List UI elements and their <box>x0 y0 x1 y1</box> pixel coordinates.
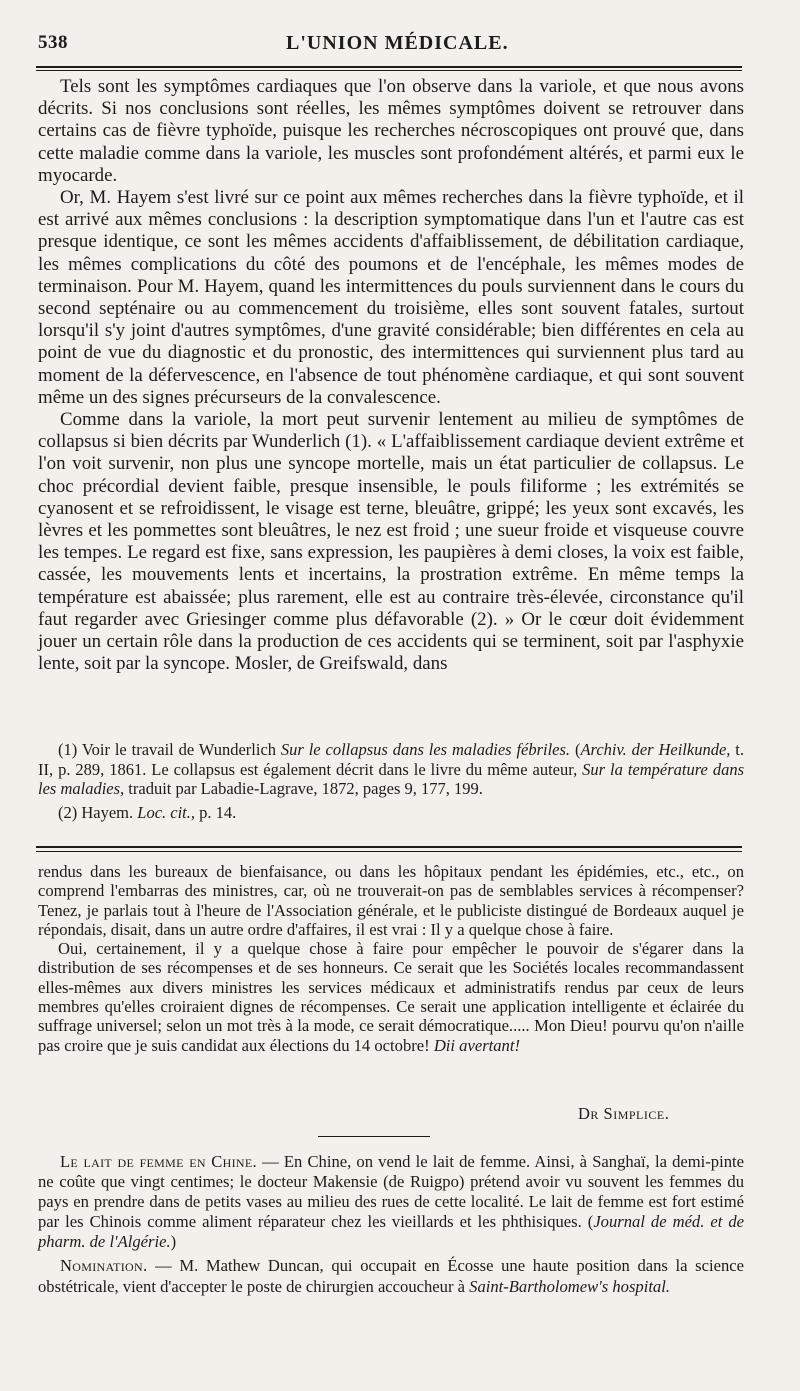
article-body <box>38 76 744 675</box>
footnote-1-title: Sur le collapsus dans les maladies fébriles. <box>280 740 571 759</box>
journal-title: L'UNION MÉDICALE. <box>286 32 509 54</box>
author-signature: Dr Simplice. <box>578 1104 670 1123</box>
news-item-milk-heading: Le lait de femme en Chine. <box>60 1152 257 1171</box>
article-paragraph-2: Or, M. Hayem s'est livré sur ce point aux mêmes recherches dans la fièvre typhoïde, et il est arrivé aux mêmes conclusions : la description symptomatique dans l'un et l'autre cas est presque identique, ce sont les mêmes accidents d'affaiblissement, de débilitation cardiaque, les mêmes complications du côté des poumons et de l'encéphale, les mêmes modes de terminaison. Pour M. Hayem, quand les intermittences du pouls surviennent dans le cours du second septénaire ou au commencement du troisième, elles sont souvent fatales, surtout lorsqu'il s'y joint d'autres symptômes, d'une gravité considérable; bien différentes en cela au point de vue du diagnostic et du pronostic, des intermittences qui surviennent plus tard au moment de la défervescence, en l'absence de tout phénomène cardiaque, et qui sont souvent même un des signes précurseurs de la convalescence. <box>38 187 744 408</box>
header-rule <box>36 66 742 68</box>
news-items <box>38 1152 744 1301</box>
feuilleton-rule-thin <box>36 851 742 852</box>
feuilleton-rule <box>36 846 742 848</box>
page-number: 538 <box>38 32 68 53</box>
news-item-nomination: Nomination. — M. Mathew Duncan, qui occupait en Écosse une haute position dans la science obstétricale, vient d'accepter le poste de chirurgien accoucheur à Saint-Bartholomew's hospital. <box>38 1256 744 1296</box>
news-item-nomination-place: Saint-Bartholomew's hospital. <box>469 1276 670 1296</box>
section-divider <box>318 1136 430 1137</box>
footnote-1-journal: Archiv. der Heilkunde, <box>580 740 731 759</box>
footnotes <box>38 740 744 824</box>
news-item-milk: Le lait de femme en Chine. — En Chine, on vend le lait de femme. Ainsi, à Sanghaï, la demi-pinte ne coûte que vingt centimes; le docteur Makensie (de Ruigpo) prétend avoir vu souvent les femmes du pays en prendre dans de petits vases au milieu des rues de cette localité. Le lait de femme est fort estimé par les Chinois comme aliment réparateur chez les vieillards et les phthisiques. (Journal de méd. et de pharm. de l'Algérie.) <box>38 1152 745 1252</box>
news-item-nomination-heading: Nomination. <box>60 1256 148 1276</box>
page-header <box>38 30 758 60</box>
footnote-1-book: Sur la température dans les maladies, <box>38 759 744 799</box>
feuilleton-paragraph-1: rendus dans les bureaux de bienfaisance, ou dans les hôpitaux pendant les épidémies, etc., etc., on comprend l'embarras des ministres, car, où ne trouverait-on pas de semblables services à récompenser? Tenez, je parlais tout à l'heure de l'Association générale, et le publiciste distingué de Bordeaux auquel je répondais, disait, dans un autre ordre d'affaires, il est vrai : Il y a quelque chose à faire. <box>38 862 744 939</box>
feuilleton-paragraph-2: Oui, certainement, il y a quelque chose à faire pour empêcher le pouvoir de s'égarer dans la distribution de ses récompenses et de ses honneurs. Ce serait que les Sociétés locales recommandassent elles-mêmes aux divers ministres les services médicaux et administratifs rendus par ceux de leurs membres qu'elles croiraient dignes de récompenses. Ce serait une application intelligente et éclairée du suffrage universel; selon un mot très à la mode, ce serait démocratique..... Mon Dieu! pourvu qu'on n'aille pas croire que je suis candidat aux élections du 14 octobre! Dii avertant! <box>38 939 744 1055</box>
footnote-1: (1) Voir le travail de Wunderlich Sur le collapsus dans les maladies fébriles. (Archiv. der Heilkunde, t. II, p. 289, 1861. Le collapsus est également décrit dans le livre du même auteur, Sur la température dans les maladies, traduit par Labadie-Lagrave, 1872, pages 9, 177, 199. <box>38 740 745 799</box>
article-paragraph-1: Tels sont les symptômes cardiaques que l'on observe dans la variole, et que nous avons décrits. Si nos conclusions sont réelles, les mêmes symptômes doivent se retrouver dans certains cas de fièvre typhoïde, puisque les recherches nécroscopiques ont prouvé que, dans cette maladie comme dans la variole, les muscles sont profondément altérés, et parmi eux le myocarde. <box>38 76 744 186</box>
feuilleton-exclamation: Dii avertant! <box>433 1035 520 1055</box>
footnote-2-ref: Loc. cit., <box>137 802 196 822</box>
footnote-2: (2) Hayem. Loc. cit., p. 14. <box>58 802 237 822</box>
news-item-milk-source: Journal de méd. et de pharm. de l'Algérie. <box>38 1212 745 1252</box>
header-rule-thin <box>36 70 742 71</box>
feuilleton-section <box>38 862 744 1055</box>
article-paragraph-3: Comme dans la variole, la mort peut survenir lentement au milieu de symptômes de collapsus si bien décrits par Wunderlich (1). « L'affaiblissement cardiaque devient extrême et l'on voit survenir, non plus une syncope mortelle, mais un état particulier de collapsus. Le choc précordial devient faible, presque insensible, le pouls filiforme ; les extrémités se cyanosent et se refroidissent, le visage est terne, bleuâtre, grippé; les yeux sont excavés, les lèvres et les pommettes sont bleuâtres, le nez est froid ; une sueur froide et visqueuse couvre les tempes. Le regard est fixe, sans expression, les paupières à demi closes, la voix est faible, cassée, les mouvements lents et incertains, la prostration extrême. En même temps la température est abaissée; plus rarement, elle est au contraire très-élevée, circonstance qu'il faut regarder avec Griesinger comme plus défavorable (2). » Or le cœur doit évidemment jouer un certain rôle dans la production de ces accidents qui se terminent, soit par l'asphyxie lente, soit par la syncope. Mosler, de Greifswald, dans <box>38 409 744 675</box>
